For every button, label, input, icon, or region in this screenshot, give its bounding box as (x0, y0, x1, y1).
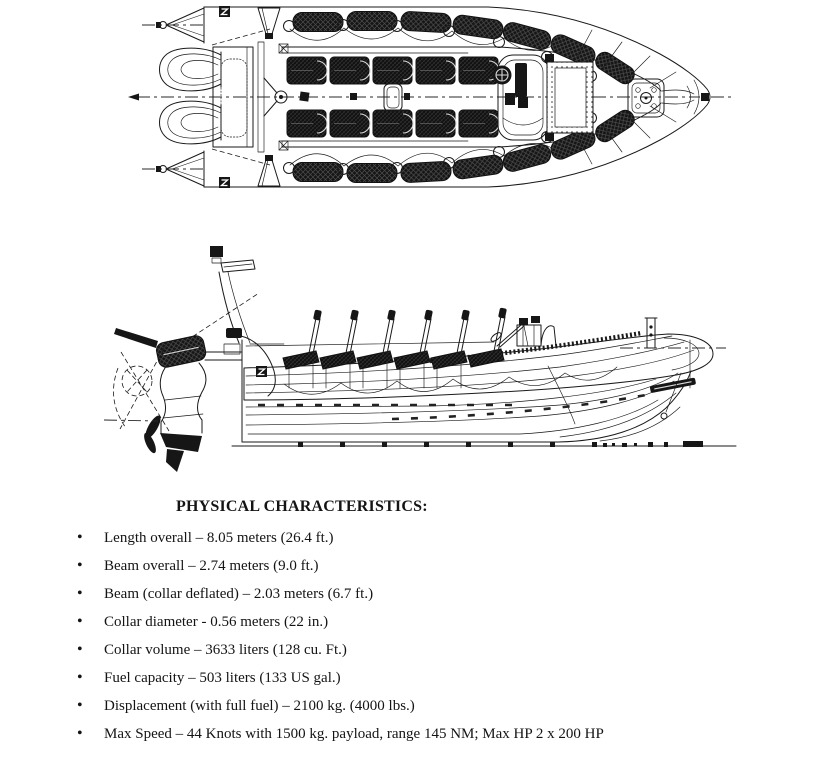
outboard-engines-plan (160, 48, 222, 144)
seat-row-starboard (287, 110, 499, 137)
collar-tube-profile (244, 333, 713, 400)
bullet-icon: • (77, 613, 83, 630)
spec-text: Length overall – 8.05 meters (26.4 ft.) (104, 530, 334, 546)
spec-text: Beam overall – 2.74 meters (9.0 ft.) (104, 558, 319, 574)
section-heading: PHYSICAL CHARACTERISTICS: (176, 498, 428, 515)
spec-item-length (0, 524, 830, 552)
stern-cone-starboard (142, 152, 204, 186)
bullet-icon: • (77, 557, 83, 574)
spec-text: Displacement (with full fuel) – 2100 kg. (4000 lbs.) (104, 698, 415, 714)
bullet-icon: • (77, 529, 83, 546)
bullet-icon: • (77, 697, 83, 714)
bullet-icon: • (77, 725, 83, 742)
spec-text: Fuel capacity – 503 liters (133 US gal.) (104, 670, 341, 686)
bullet-icon: • (77, 641, 83, 658)
spec-text: Max Speed – 44 Knots with 1500 kg. payload, range 145 NM; Max HP 2 x 200 HP (104, 726, 604, 742)
spec-list (0, 524, 830, 748)
boat-top-view (128, 6, 731, 188)
spec-item-max-speed (0, 720, 830, 748)
spec-text: Beam (collar deflated) – 2.03 meters (6.7 ft.) (104, 586, 374, 602)
bow-staff (647, 318, 655, 348)
seat-row-port (287, 57, 499, 84)
z-marker-side (256, 366, 267, 377)
spec-item-collar-diameter (0, 608, 830, 636)
spec-item-beam-deflated (0, 580, 830, 608)
bullet-icon: • (77, 669, 83, 686)
stern-cone-port (142, 8, 204, 42)
boat-side-view (104, 246, 736, 472)
bullet-icon: • (77, 585, 83, 602)
centerline-arrow (128, 94, 139, 101)
stern-mast (186, 246, 284, 396)
spec-text: Collar diameter - 0.56 meters (22 in.) (104, 614, 329, 630)
spec-item-collar-volume (0, 636, 830, 664)
helm-console-plan (493, 54, 555, 141)
spec-item-fuel-capacity (0, 664, 830, 692)
physical-characteristics-section (0, 497, 830, 748)
spec-item-displacement (0, 692, 830, 720)
spec-item-beam (0, 552, 830, 580)
outboard-engine-profile (104, 328, 242, 472)
bow-locker (628, 79, 664, 117)
spec-text: Collar volume – 3633 liters (128 cu. Ft.) (104, 642, 347, 658)
deck-hatch (547, 62, 593, 133)
jockey-seats-profile (283, 307, 507, 388)
